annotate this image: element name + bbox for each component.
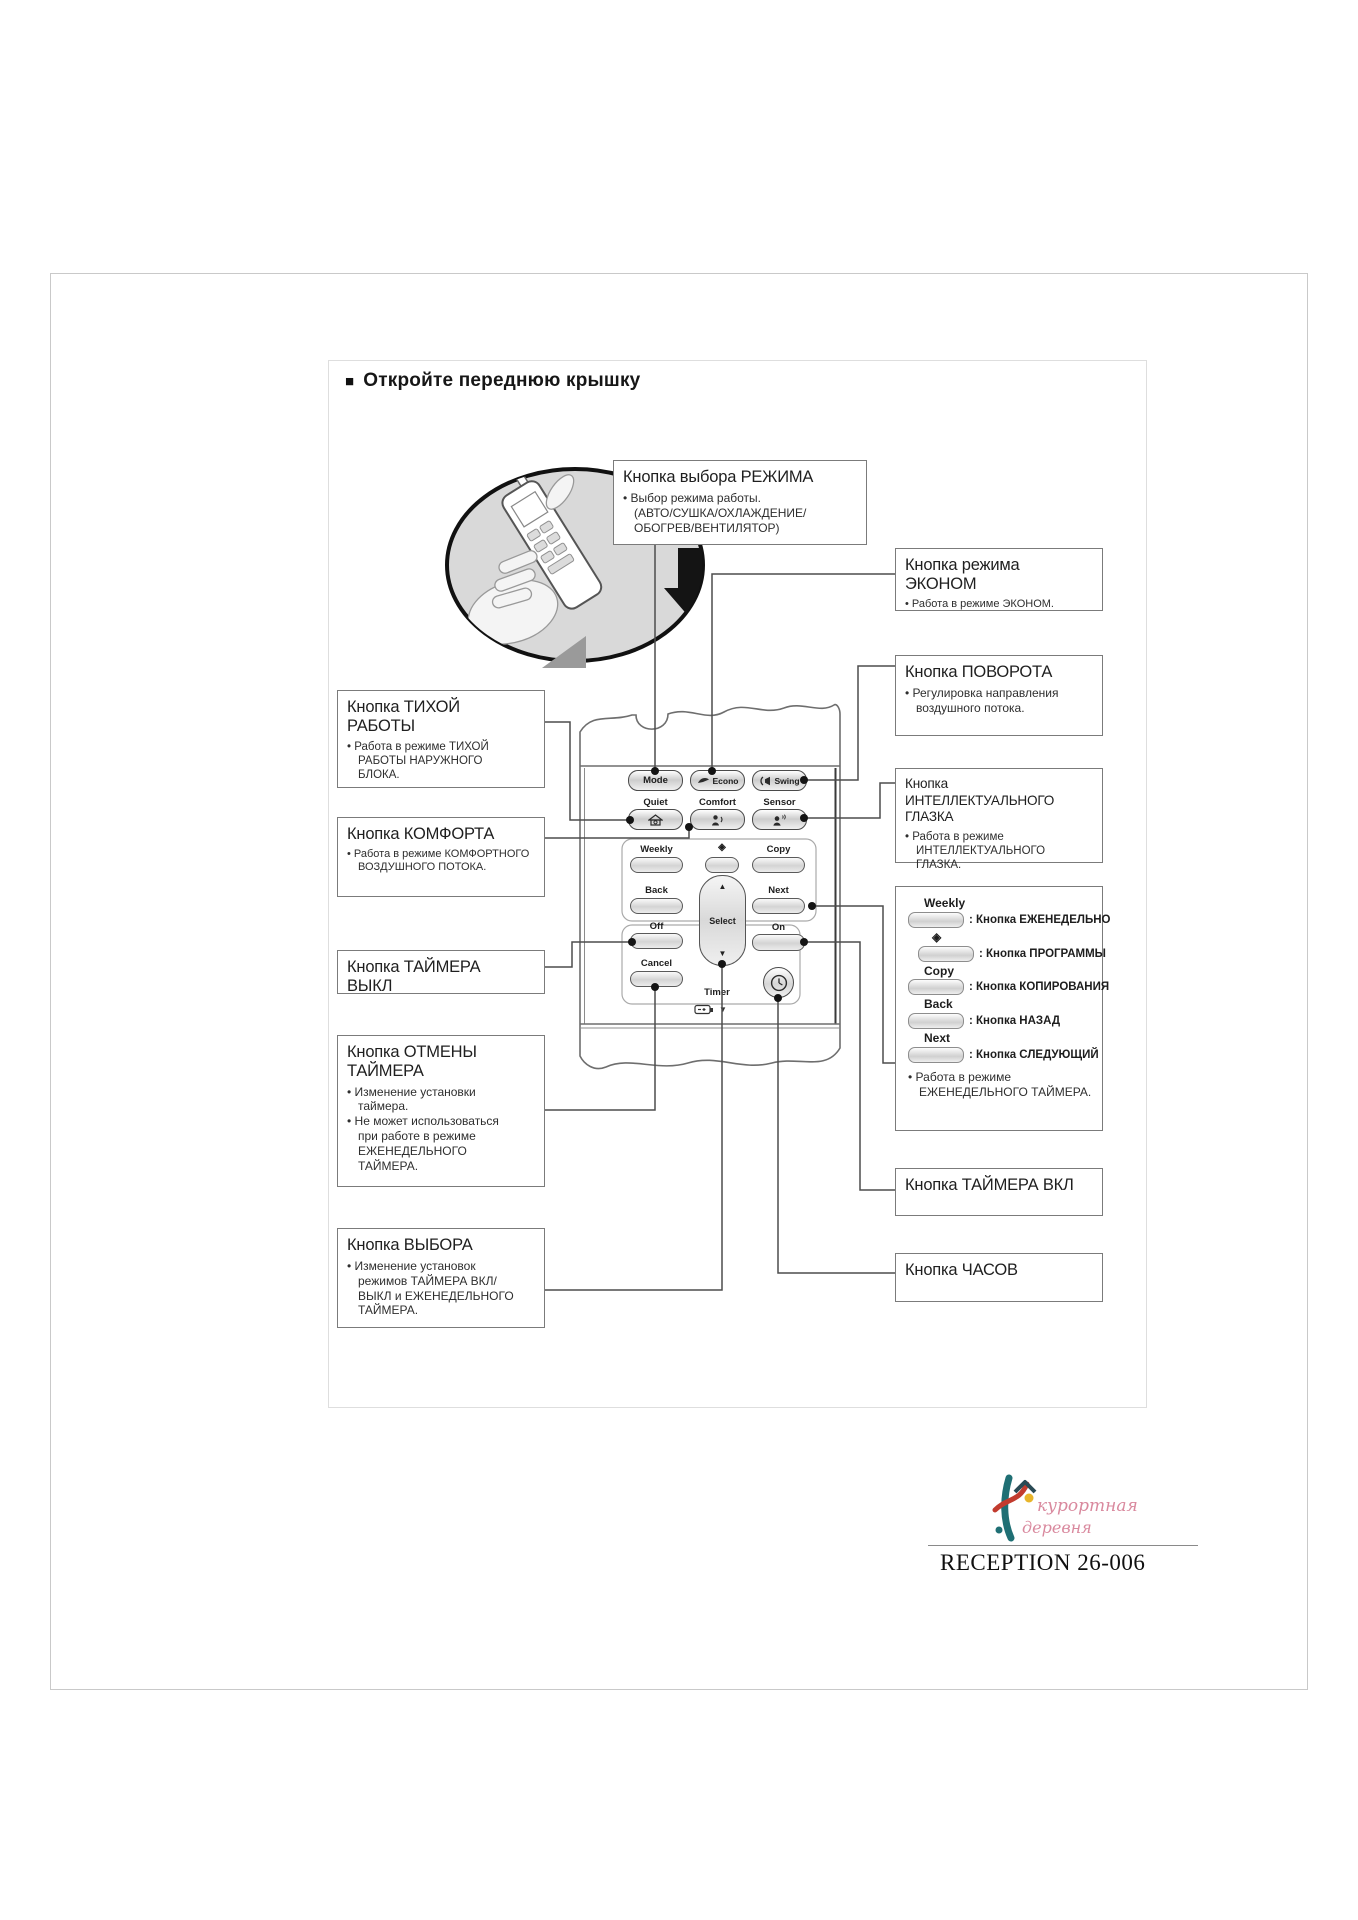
callout-timer-off (337, 950, 545, 994)
callout-timer-cancel-line: при работе в режиме (358, 1129, 476, 1144)
callout-timer-cancel-title: ТАЙМЕРА (347, 1061, 424, 1080)
legend-weekly-desc: : Кнопка ЕЖЕНЕДЕЛЬНО (969, 913, 1111, 926)
copy-label: Copy (766, 844, 791, 855)
back-button (630, 898, 683, 914)
clock-icon (770, 974, 788, 992)
swing-button-label: Swing (774, 775, 800, 786)
callout-smart-eye-line: ГЛАЗКА. (916, 859, 962, 872)
callout-clock-title: Кнопка ЧАСОВ (905, 1261, 1018, 1279)
legend-program-diamond-icon: ◈ (932, 929, 942, 944)
callout-timer-on (895, 1168, 1103, 1216)
select-button-label: Select (709, 915, 736, 926)
callout-quiet-title: РАБОТЫ (347, 716, 415, 735)
battery-icon (694, 1004, 714, 1015)
callout-mode-line: (АВТО/СУШКА/ОХЛАЖДЕНИЕ/ (634, 505, 807, 520)
callout-comfort-title: Кнопка КОМФОРТА (347, 825, 495, 843)
callout-clock (895, 1253, 1103, 1302)
callout-select (337, 1228, 545, 1328)
econo-button-label: Econo (712, 775, 739, 786)
callout-weekly-line: • Работа в режиме (908, 1069, 1012, 1084)
comfort-person-icon (711, 814, 725, 826)
off-button (630, 933, 683, 949)
callout-mode-title: Кнопка выбора РЕЖИМА (623, 468, 814, 486)
callout-quiet-line: БЛОКА. (358, 769, 400, 782)
callout-select-line: ВЫКЛ и ЕЖЕНЕДЕЛЬНОГО (358, 1288, 514, 1303)
callout-swing-title: Кнопка ПОВОРОТА (905, 663, 1053, 681)
legend-copy-label: Copy (924, 963, 954, 978)
sensor-eye-icon (772, 814, 788, 826)
legend-next-label: Next (924, 1031, 951, 1046)
callout-swing (895, 655, 1103, 736)
section-marker-square: ■ (345, 372, 355, 390)
reception-code: RECEPTION 26-006 (940, 1550, 1146, 1575)
callout-smart-eye-line: ИНТЕЛЛЕКТУАЛЬНОГО (916, 844, 1046, 857)
program-button (705, 857, 739, 873)
callout-timer-cancel-line: • Изменение установки (347, 1084, 476, 1099)
select-down-icon: ▼ (718, 949, 727, 958)
program-diamond-icon: ◈ (718, 842, 726, 853)
callout-timer-cancel-line: • Не может использоваться (347, 1114, 499, 1129)
timer-extra-row (694, 1004, 754, 1015)
callout-econom (895, 548, 1103, 611)
on-button (752, 934, 805, 951)
select-button (699, 875, 746, 966)
callout-smart-eye (895, 768, 1103, 872)
sensor-label: Sensor (763, 797, 796, 808)
weekly-button-pill (908, 912, 964, 928)
cancel-label: Cancel (640, 958, 673, 969)
select-up-icon: ▲ (718, 882, 727, 891)
brand-text-line2: деревня (1022, 1518, 1092, 1537)
weekly-button (630, 857, 683, 873)
callout-swing-line: • Регулировка направления (905, 685, 1059, 700)
copy-button (752, 857, 805, 873)
quiet-label: Quiet (643, 797, 668, 808)
section-title (345, 370, 640, 392)
callout-econom-line: • Работа в режиме ЭКОНОМ. (905, 597, 1054, 610)
callout-econom-title: ЭКОНОМ (905, 574, 977, 593)
clock-button (763, 967, 794, 998)
callout-comfort-line: • Работа в режиме КОМФОРТНОГО (347, 847, 530, 860)
legend-back-desc: : Кнопка НАЗАД (969, 1015, 1061, 1028)
callout-smart-eye-title: Кнопка ИНТЕЛЛЕКТУАЛЬНОГО (905, 776, 1055, 808)
mode-button (628, 770, 683, 791)
callout-mode-line: ОБОГРЕВ/ВЕНТИЛЯТОР) (634, 520, 780, 535)
callout-select-title: Кнопка ВЫБОРА (347, 1236, 473, 1254)
quiet-button (628, 809, 683, 830)
callout-timer-cancel (337, 1035, 545, 1187)
legend-weekly-label: Weekly (924, 896, 966, 910)
callout-select-line: режимов ТАЙМЕРА ВКЛ/ (358, 1273, 497, 1288)
legend-copy-desc: : Кнопка КОПИРОВАНИЯ (969, 981, 1110, 994)
comfort-label: Comfort (699, 797, 736, 808)
econo-button (690, 770, 745, 791)
callout-weekly-legend (895, 886, 1111, 1131)
back-button-pill (908, 1013, 964, 1029)
callout-weekly-line: ЕЖЕНЕДЕЛЬНОГО ТАЙМЕРА. (919, 1084, 1092, 1099)
callout-select-line: ТАЙМЕРА. (358, 1303, 419, 1318)
callout-comfort-line: ВОЗДУШНОГО ПОТОКА. (358, 861, 487, 874)
sensor-button (752, 809, 807, 830)
callout-quiet (337, 690, 545, 788)
callout-mode-line: • Выбор режима работы. (623, 490, 762, 505)
callout-quiet-line: • Работа в режиме ТИХОЙ (347, 740, 489, 753)
callout-select-line: • Изменение установок (347, 1258, 476, 1273)
callout-quiet-line: РАБОТЫ НАРУЖНОГО (358, 754, 483, 767)
next-button (752, 898, 805, 914)
legend-next-desc: : Кнопка СЛЕДУЮЩИЙ (969, 1048, 1099, 1061)
legend-program-desc: : Кнопка ПРОГРАММЫ (979, 947, 1106, 960)
callout-quiet-title: Кнопка ТИХОЙ (347, 698, 460, 716)
callout-swing-line: воздушного потока. (916, 700, 1025, 715)
timer-down-icon: ▼ (719, 1005, 727, 1014)
comfort-button (690, 809, 745, 830)
callout-mode (613, 460, 867, 545)
callout-timer-off-title: Кнопка ТАЙМЕРА (347, 958, 481, 976)
callout-smart-eye-line: • Работа в режиме (905, 830, 1004, 843)
section-title-text: Откройте переднюю крышку (363, 370, 641, 391)
callout-timer-off-title: ВЫКЛ (347, 976, 393, 995)
swing-button (752, 770, 807, 791)
quiet-house-icon (648, 814, 663, 826)
copy-button-pill (908, 979, 964, 995)
program-button-pill (918, 946, 974, 962)
callout-timer-cancel-line: ЕЖЕНЕДЕЛЬНОГО (358, 1144, 467, 1159)
econo-wing-icon (697, 776, 710, 785)
legend-back-label: Back (924, 997, 953, 1012)
callout-timer-cancel-line: ТАЙМЕРА. (358, 1158, 419, 1173)
next-button-pill (908, 1047, 964, 1063)
callout-econom-title: Кнопка режима (905, 556, 1020, 574)
next-label: Next (768, 885, 789, 896)
callout-smart-eye-title: ГЛАЗКА (905, 809, 954, 825)
callout-timer-cancel-title: Кнопка ОТМЕНЫ (347, 1043, 477, 1061)
on-label: On (771, 922, 786, 933)
callout-timer-cancel-line: таймера. (358, 1099, 409, 1114)
footer-divider (928, 1545, 1198, 1546)
timer-label: Timer (704, 987, 730, 998)
swing-icon (759, 776, 771, 786)
off-label: Off (649, 921, 664, 932)
mode-button-label: Mode (643, 775, 668, 786)
callout-timer-on-title: Кнопка ТАЙМЕРА ВКЛ (905, 1176, 1074, 1194)
back-label: Back (645, 885, 668, 896)
callout-comfort (337, 817, 545, 897)
weekly-label: Weekly (640, 844, 673, 855)
cancel-button (630, 971, 683, 987)
brand-text-line1: курортная (1037, 1496, 1138, 1516)
